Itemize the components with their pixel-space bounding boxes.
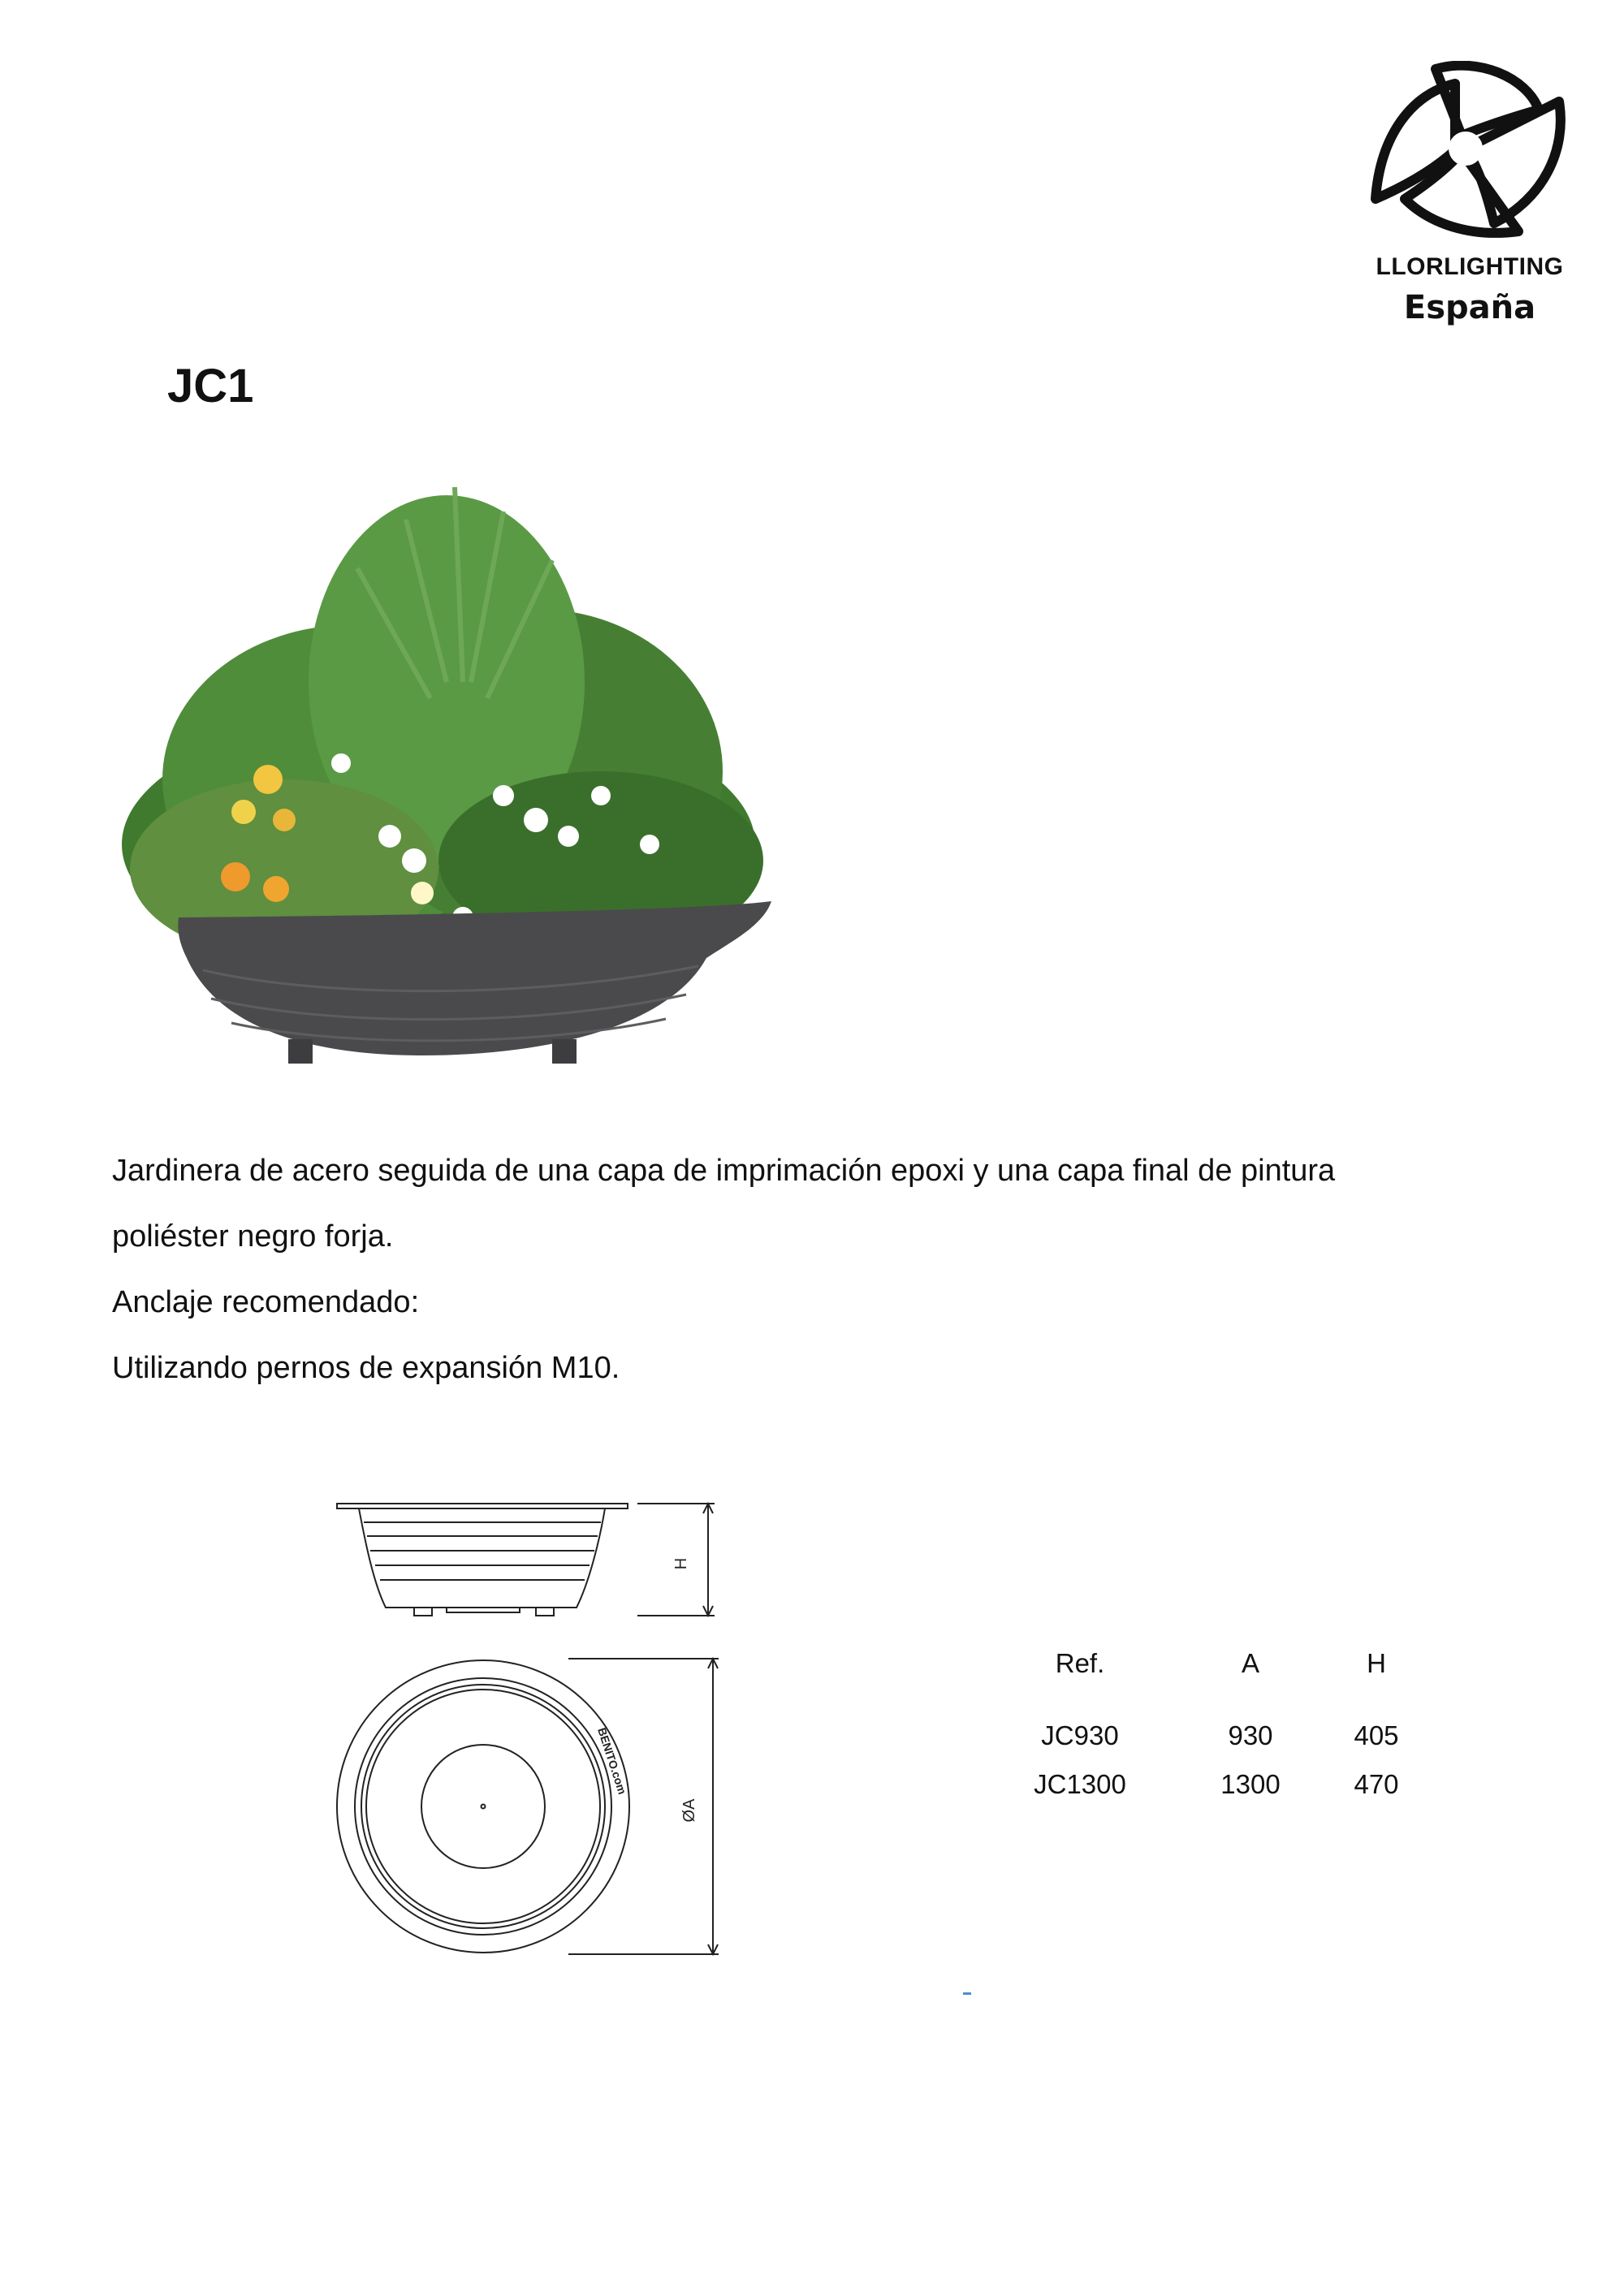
- header-h: H: [1367, 1648, 1386, 1678]
- llorlighting-logo-icon: [1364, 61, 1567, 240]
- product-title: JC1: [167, 360, 254, 412]
- description-line-3: Anclaje recomendado:: [112, 1285, 420, 1319]
- cell-a: 1300: [1220, 1769, 1281, 1799]
- product-description: [112, 1138, 1557, 1401]
- cell-ref: JC1300: [1034, 1769, 1126, 1799]
- planter-bowl: [178, 901, 771, 1064]
- technical-drawing: [325, 1486, 747, 1965]
- description-line-1: Jardinera de acero seguida de una capa de imprimación epoxi y una capa final de pintura: [112, 1154, 1336, 1188]
- cell-a: 930: [1228, 1720, 1273, 1750]
- table-row: [991, 1711, 1421, 1760]
- description-line-4: Utilizando pernos de expansión M10.: [112, 1351, 620, 1385]
- height-dimension-label: H: [672, 1557, 690, 1570]
- brand-country: España: [1403, 289, 1536, 326]
- header-a: A: [1241, 1648, 1259, 1678]
- table-header-row: [991, 1648, 1421, 1711]
- stray-mark: [963, 1992, 971, 1995]
- description-line-2: poliéster negro forja.: [112, 1219, 394, 1254]
- cell-h: 405: [1354, 1720, 1399, 1750]
- top-view: [337, 1659, 719, 1954]
- spec-table: [991, 1648, 1421, 1809]
- header-ref: Ref.: [1055, 1648, 1105, 1678]
- cell-ref: JC930: [1041, 1720, 1119, 1750]
- side-view: [337, 1504, 715, 1616]
- table-row: [991, 1760, 1421, 1809]
- diameter-dimension-label: ØA: [680, 1798, 698, 1823]
- stamp-text: BENITO.com: [595, 1725, 629, 1797]
- cell-h: 470: [1354, 1769, 1399, 1799]
- planter-photo: [81, 438, 788, 1096]
- brand-name: LLORLIGHTING: [1376, 253, 1564, 280]
